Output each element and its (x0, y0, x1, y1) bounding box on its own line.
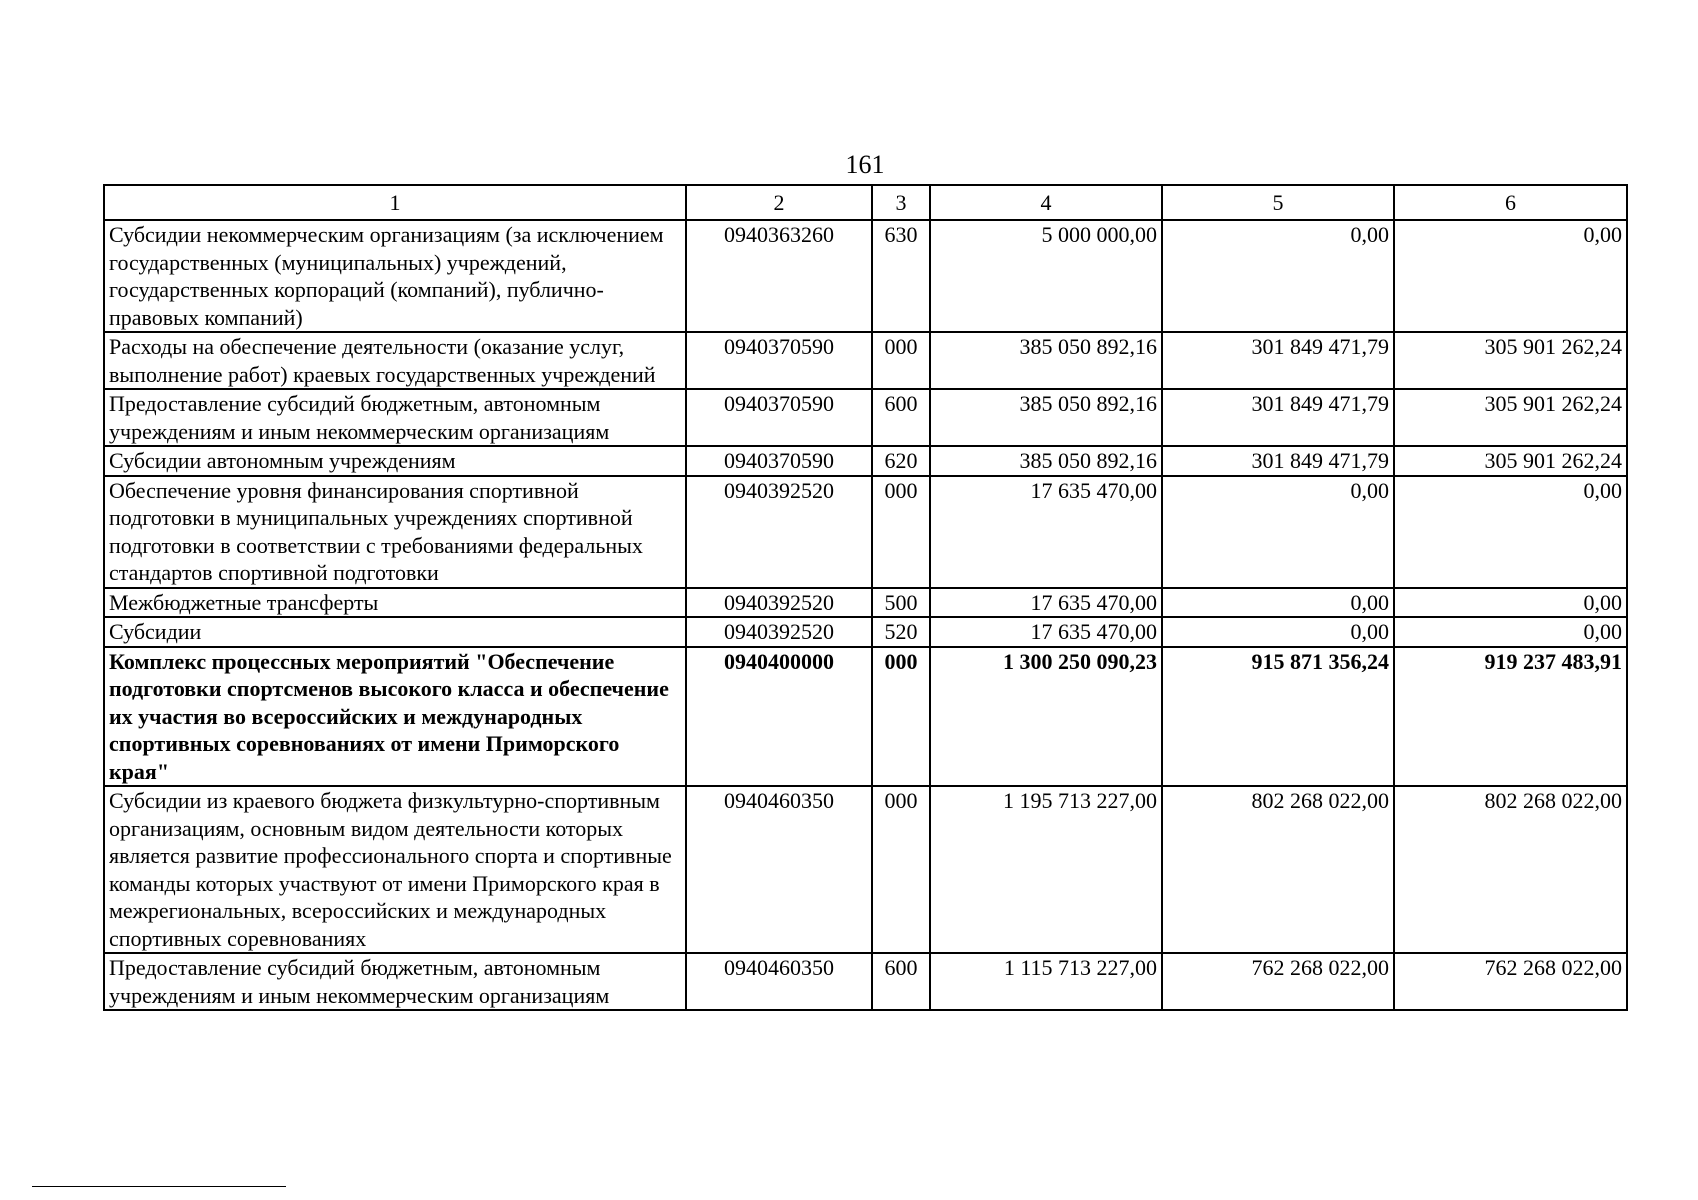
column-header-4: 4 (930, 185, 1162, 220)
row-type: 520 (872, 617, 930, 647)
column-header-6: 6 (1394, 185, 1627, 220)
table-row-section-total (104, 647, 1627, 787)
row-value-6: 305 901 262,24 (1394, 389, 1627, 446)
budget-table (103, 184, 1628, 1011)
row-type: 500 (872, 588, 930, 618)
table-row (104, 786, 1627, 953)
row-name: Расходы на обеспечение деятельности (оказание услуг, выполнение работ) краевых государственных учреждений (104, 332, 686, 389)
column-header-1: 1 (104, 185, 686, 220)
row-value-6: 919 237 483,91 (1394, 647, 1627, 787)
row-value-5: 0,00 (1162, 588, 1394, 618)
row-type: 630 (872, 220, 930, 332)
row-code: 0940370590 (686, 389, 872, 446)
row-value-5: 301 849 471,79 (1162, 446, 1394, 476)
row-name: Субсидии некоммерческим организациям (за исключением государственных (муниципальных) учреждений, государственных корпораций (компаний), публично-правовых компаний) (104, 220, 686, 332)
row-name: Субсидии (104, 617, 686, 647)
table-row (104, 617, 1627, 647)
row-value-5: 0,00 (1162, 220, 1394, 332)
row-type: 000 (872, 476, 930, 588)
row-type: 600 (872, 953, 930, 1010)
page-number: 161 (845, 150, 885, 179)
row-value-4: 385 050 892,16 (930, 332, 1162, 389)
row-value-6: 802 268 022,00 (1394, 786, 1627, 953)
row-name: Комплекс процессных мероприятий "Обеспечение подготовки спортсменов высокого класса и обеспечение их участия во всероссийских и международных спортивных соревнованиях от имени Приморского края" (104, 647, 686, 787)
row-name: Межбюджетные трансферты (104, 588, 686, 618)
row-value-4: 17 635 470,00 (930, 588, 1162, 618)
row-value-5: 762 268 022,00 (1162, 953, 1394, 1010)
footnote-separator-line (32, 1186, 286, 1187)
row-value-5: 0,00 (1162, 617, 1394, 647)
row-value-6: 0,00 (1394, 476, 1627, 588)
table-row (104, 332, 1627, 389)
row-value-6: 305 901 262,24 (1394, 332, 1627, 389)
row-type: 000 (872, 786, 930, 953)
row-code: 0940392520 (686, 588, 872, 618)
row-name: Предоставление субсидий бюджетным, автономным учреждениям и иным некоммерческим организациям (104, 389, 686, 446)
row-value-6: 0,00 (1394, 617, 1627, 647)
row-name: Субсидии из краевого бюджета физкультурно-спортивным организациям, основным видом деятельности которых является развитие профессионального спорта и спортивные команды которых участвуют от имени Приморского края в межрегиональных, всероссийских и международных спортивных соревнованиях (104, 786, 686, 953)
row-value-4: 385 050 892,16 (930, 389, 1162, 446)
row-code: 0940460350 (686, 786, 872, 953)
row-code: 0940392520 (686, 476, 872, 588)
row-type: 620 (872, 446, 930, 476)
row-value-5: 802 268 022,00 (1162, 786, 1394, 953)
table-header-row (104, 185, 1627, 220)
row-name: Обеспечение уровня финансирования спортивной подготовки в муниципальных учреждениях спортивной подготовки в соответствии с требованиями федеральных стандартов спортивной подготовки (104, 476, 686, 588)
row-value-6: 0,00 (1394, 220, 1627, 332)
row-code: 0940370590 (686, 332, 872, 389)
row-value-4: 1 115 713 227,00 (930, 953, 1162, 1010)
column-header-5: 5 (1162, 185, 1394, 220)
column-header-3: 3 (872, 185, 930, 220)
row-code: 0940400000 (686, 647, 872, 787)
table-row (104, 446, 1627, 476)
row-value-4: 5 000 000,00 (930, 220, 1162, 332)
row-code: 0940392520 (686, 617, 872, 647)
row-value-5: 0,00 (1162, 476, 1394, 588)
row-name: Предоставление субсидий бюджетным, автономным учреждениям и иным некоммерческим организациям (104, 953, 686, 1010)
row-value-4: 17 635 470,00 (930, 476, 1162, 588)
table-row (104, 953, 1627, 1010)
row-code: 0940363260 (686, 220, 872, 332)
column-header-2: 2 (686, 185, 872, 220)
row-code: 0940370590 (686, 446, 872, 476)
row-value-5: 915 871 356,24 (1162, 647, 1394, 787)
row-code: 0940460350 (686, 953, 872, 1010)
table-row (104, 220, 1627, 332)
row-value-4: 17 635 470,00 (930, 617, 1162, 647)
row-value-6: 305 901 262,24 (1394, 446, 1627, 476)
row-value-5: 301 849 471,79 (1162, 332, 1394, 389)
row-type: 000 (872, 332, 930, 389)
table-row (104, 389, 1627, 446)
row-value-4: 385 050 892,16 (930, 446, 1162, 476)
row-value-4: 1 195 713 227,00 (930, 786, 1162, 953)
table-row (104, 588, 1627, 618)
row-value-6: 0,00 (1394, 588, 1627, 618)
row-type: 000 (872, 647, 930, 787)
row-name: Субсидии автономным учреждениям (104, 446, 686, 476)
table-row (104, 476, 1627, 588)
row-value-5: 301 849 471,79 (1162, 389, 1394, 446)
row-value-4: 1 300 250 090,23 (930, 647, 1162, 787)
row-value-6: 762 268 022,00 (1394, 953, 1627, 1010)
row-type: 600 (872, 389, 930, 446)
